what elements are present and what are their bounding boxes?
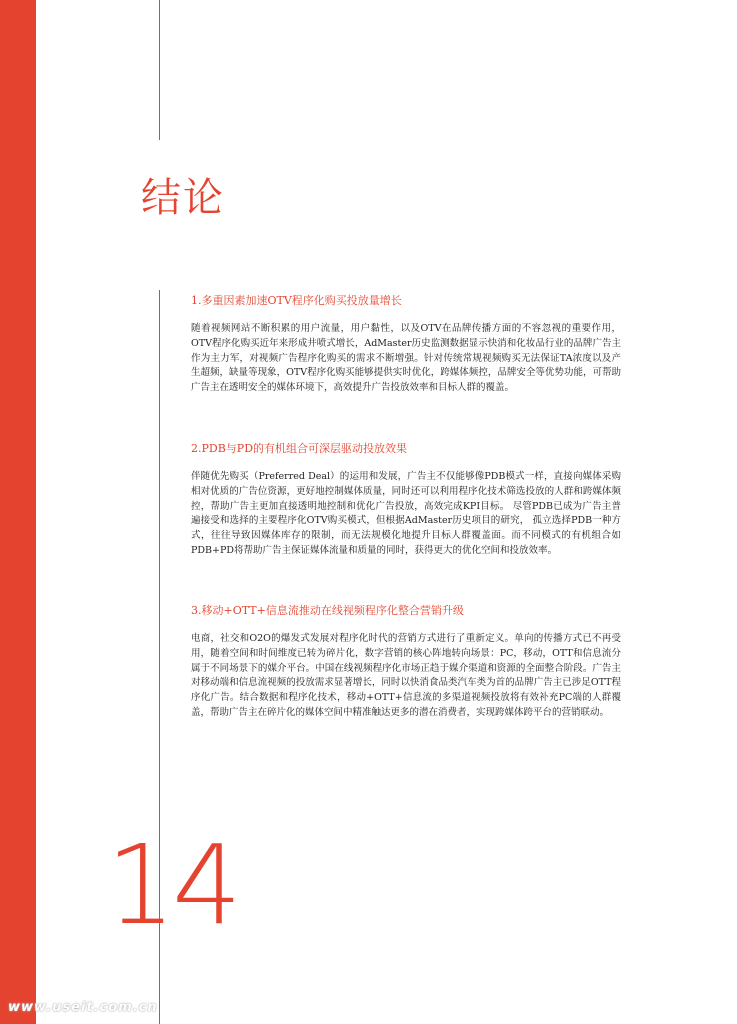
section-heading: 2.PDB与PD的有机组合可深层驱动投放效果 <box>191 442 408 455</box>
section-body: 电商，社交和O2O的爆发式发展对程序化时代的营销方式进行了重新定义。单向的传播方式已不再受用，随着空间和时间维度已转为碎片化，数字营销的核心阵地转向场景：PC，移动，OTT和信息流分属于不同场景下的媒介平台。中国在线视频程序化市场正趋于媒介渠道和资源的全面整合阶段。广告主对移动端和信息流视频的投放需求显著增长，同时以快消食品类汽车类为首的品牌广告主已涉足OTT程序化广告。结合数据和程序化技术，移动+OTT+信息流的多渠道视频投放将有效补充PC端的人群覆盖，帮助广告主在碎片化的媒体空间中精准触达更多的潜在消费者，实现跨媒体跨平台的营销联动。 <box>191 633 621 718</box>
watermark: www.useit.com.cn <box>8 1000 158 1015</box>
conclusion-section-1 <box>191 293 621 396</box>
page-title: 结论 <box>141 175 225 221</box>
conclusion-section-2 <box>191 441 621 559</box>
left-accent-bar <box>0 0 36 1024</box>
page-number: 14 <box>106 821 238 949</box>
conclusion-section-3 <box>191 603 621 721</box>
section-heading: 1.多重因素加速OTV程序化购买投放量增长 <box>191 294 402 307</box>
section-body: 随着视频网站不断积累的用户流量，用户黏性，以及OTV在品牌传播方面的不容忽视的重要作用，OTV程序化购买近年来形成井喷式增长，AdMaster历史监测数据显示快消和化妆品行业的品牌广告主作为主力军，对视频广告程序化购买的需求不断增强。针对传统常规视频购买无法保证TA浓度以及产生超频，缺量等现象，OTV程序化购买能够提供实时优化，跨媒体频控，品牌安全等优势功能，可帮助广告主在透明安全的媒体环境下，高效提升广告投放效率和目标人群的覆盖。 <box>191 323 621 394</box>
top-divider-line <box>159 0 160 140</box>
section-body: 伴随优先购买（Preferred Deal）的运用和发展，广告主不仅能够像PDB模式一样，直接向媒体采购相对优质的广告位资源，更好地控制媒体质量，同时还可以利用程序化技术筛选投放的人群和跨媒体频控，帮助广告主更加直接透明地控制和优化广告投放，高效完成KPI目标。 尽管PDB已成为广告主普遍接受和选择的主要程序化OTV购买模式，但根据AdMaster历史项目的研究， 孤立选择PDB一种方式，往往导致因媒体库存的限制，而无法规模化地提升目标人群覆盖面。而不同模式的有机组合如PDB+PD将帮助广告主保证媒体流量和质量的同时，获得更大的优化空间和投放效率。 <box>191 471 621 556</box>
section-heading: 3.移动+OTT+信息流推动在线视频程序化整合营销升级 <box>191 604 464 617</box>
